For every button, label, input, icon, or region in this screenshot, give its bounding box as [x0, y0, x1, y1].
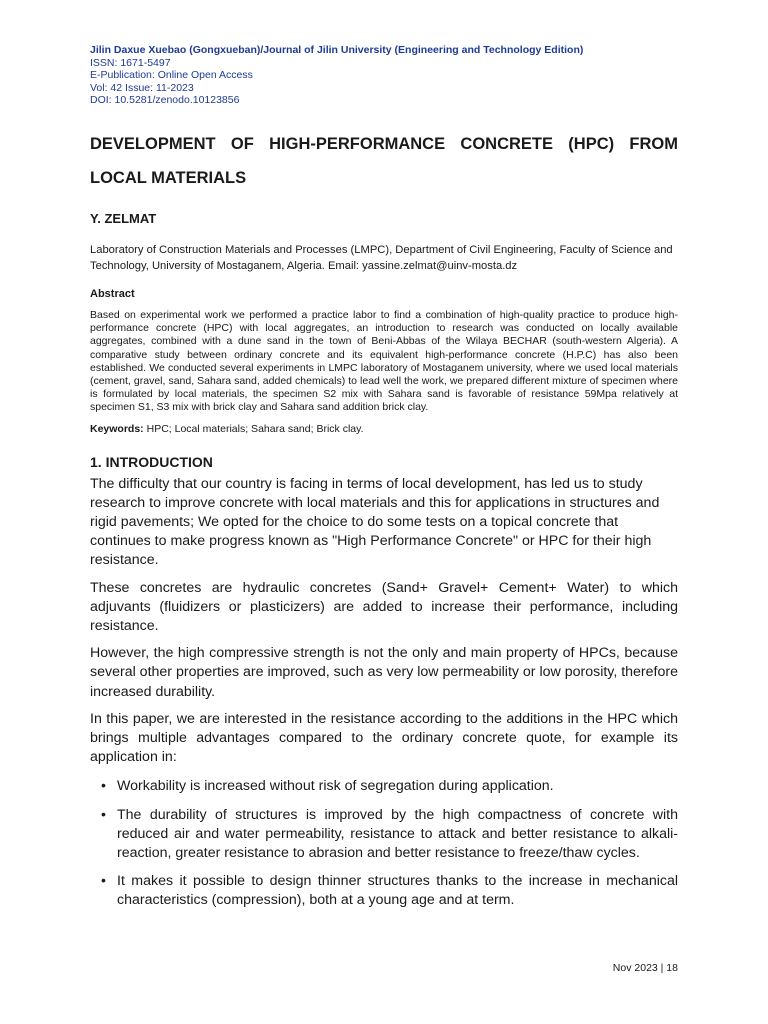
- paper-title: DEVELOPMENT OF HIGH-PERFORMANCE CONCRETE (HPC) FROM LOCAL MATERIALS: [90, 134, 678, 187]
- abstract-heading: Abstract: [90, 287, 135, 300]
- list-item: [90, 777, 678, 796]
- section-heading-introduction: 1. INTRODUCTION: [90, 453, 213, 470]
- bullet-icon: •: [101, 778, 106, 795]
- journal-publication: E-Publication: Online Open Access: [90, 69, 253, 82]
- abstract-text: Based on experimental work we performed a practice labor to find a combination of high-quality practice to produce high-performance concrete (HPC) with local aggregates, an introduction to research was conducted on locally available aggregates, combined with a dune sand in the town of Beni-Abbas of the Wilaya BECHAR (south-western Algeria). A comparative study between ordinary concrete and its equivalent high-performance concrete (H.P.C) has also been established. We conducted several experiments in LMPC laboratory of Mostaganem university, where we used local materials (cement, gravel, sand, Sahara sand, added chemicals) to lead well the work, we prepared different mixture of specimen where is formulated by local materials, the specimen S2 mix with Sahara sand is favorable of resistance 59Mpa relatively at specimen S1, S3 mix with brick clay and Sahara sand addition brick clay.: [90, 308, 678, 414]
- bullet-icon: •: [101, 806, 106, 823]
- advantages-list: [90, 777, 678, 910]
- keywords-text: HPC; Local materials; Sahara sand; Brick clay.: [146, 422, 364, 435]
- journal-title: Jilin Daxue Xuebao (Gongxueban)/Journal of Jilin University (Engineering and Technology Edition): [90, 44, 584, 56]
- paper-author: Y. ZELMAT: [90, 210, 157, 226]
- intro-paragraph: The difficulty that our country is facing in terms of local development, has led us to study research to improve concrete with local materials and this for applications in structures and rigid pavements; We opted for the choice to do some tests on a topical concrete that continues to make progress known as "High Performance Concrete" or HPC for their high resistance.: [90, 475, 660, 569]
- journal-header: [90, 44, 678, 107]
- list-item: [90, 806, 678, 864]
- keywords: [90, 422, 678, 436]
- page-footer: Nov 2023 | 18: [612, 962, 678, 974]
- intro-paragraph: However, the high compressive strength is not the only and main property of HPCs, because several other properties are improved, such as very low permeability or low porosity, therefore increased durability.: [90, 645, 678, 700]
- journal-volume: Vol: 42 Issue: 11-2023: [90, 81, 194, 94]
- list-item-text: It makes it possible to design thinner structures thanks to the increase in mechanical characteristics (compression), both at a young age and at term.: [117, 873, 678, 909]
- list-item-text: The durability of structures is improved by the high compactness of concrete with reduced air and water permeability, resistance to attack and better resistance to alkali-reaction, greater resistance to abrasion and better resistance to freeze/thaw cycles.: [117, 806, 678, 862]
- journal-issn: ISSN: 1671-5497: [90, 56, 171, 69]
- intro-paragraph: In this paper, we are interested in the resistance according to the additions in the HPC which brings multiple advantages compared to the ordinary concrete quote, for example its application in:: [90, 710, 678, 766]
- intro-paragraph: These concretes are hydraulic concretes (Sand+ Gravel+ Cement+ Water) to which adjuvants (fluidizers or plasticizers) are added to increase their performance, including resistance.: [90, 579, 678, 635]
- paper-page: [90, 44, 678, 920]
- bullet-icon: •: [101, 873, 106, 890]
- list-item-text: Workability is increased without risk of segregation during application.: [117, 778, 554, 795]
- journal-doi: DOI: 10.5281/zenodo.10123856: [90, 94, 240, 107]
- author-affiliation: Laboratory of Construction Materials and Processes (LMPC), Department of Civil Engineering, Faculty of Science and Technology, University of Mostaganem, Algeria. Email: yassine.zelmat@uinv-mosta.dz: [90, 243, 673, 272]
- list-item: [90, 872, 678, 910]
- keywords-label: Keywords:: [90, 422, 144, 435]
